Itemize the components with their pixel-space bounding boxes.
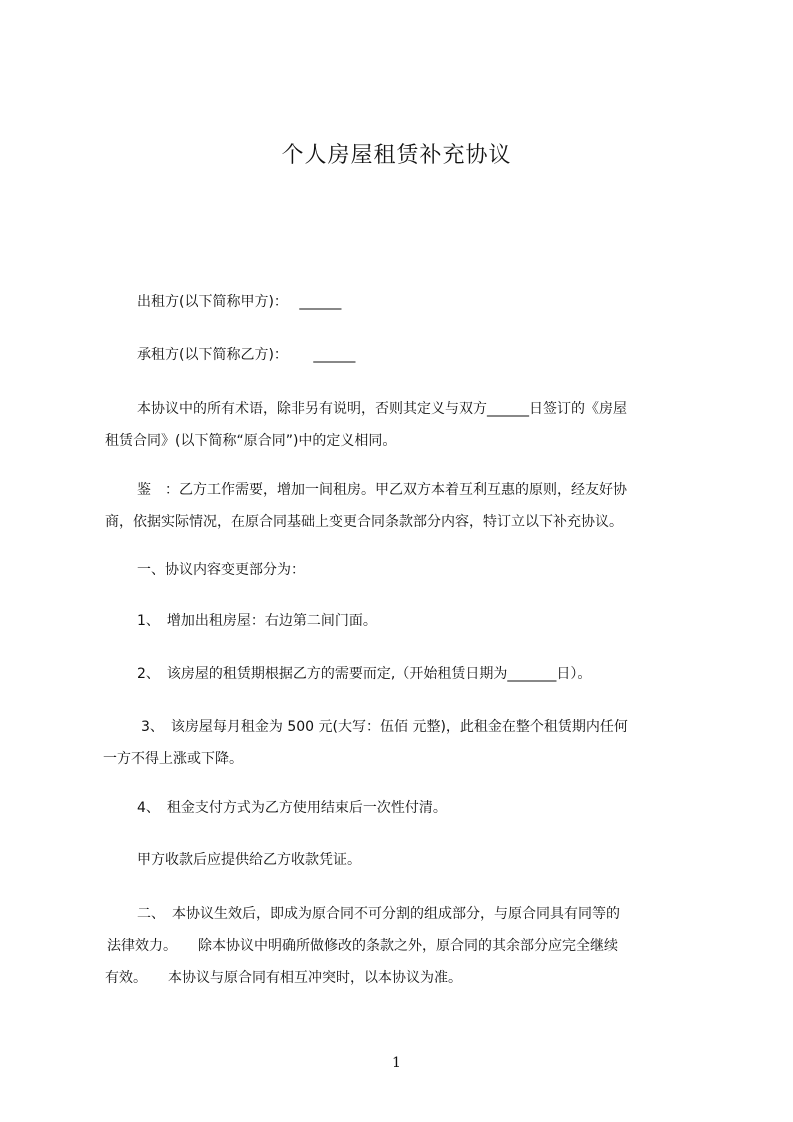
clause-item-3-line-1: 3、 该房屋每月租金为 500 元(大写：伍佰 元整)，此租金在整个租赁期内任何	[141, 719, 628, 735]
section-1-heading: 一、协议内容变更部分为：	[137, 562, 305, 578]
clause-item-3	[103, 711, 741, 775]
whereas-line-1: 鉴 ：乙方工作需要，增加一间租房。甲乙双方本着互利互惠的原则，经友好协	[137, 482, 627, 498]
whereas-line-2: 商，依据实际情况，在原合同基础上变更合同条款部分内容，特订立以下补充协议。	[105, 514, 623, 530]
page-number: 1	[392, 1055, 401, 1071]
lessor-line: 出租方(以下简称甲方)： ______	[137, 294, 342, 310]
intro-line-2: 租赁合同》(以下简称“原合同”)中的定义相同。	[105, 433, 397, 449]
section-2-paragraph	[105, 898, 723, 994]
whereas-paragraph	[105, 474, 737, 538]
section-2-line-1: 二、 本协议生效后，即成为原合同不可分割的组成部分，与原合同具有同等的	[123, 906, 620, 922]
clause-item-1: 1、 增加出租房屋：右边第二间门面。	[137, 613, 377, 629]
document-title: 个人房屋租赁补充协议	[281, 143, 512, 168]
section-2-line-2: 法律效力。 除本协议中明确所做修改的条款之外，原合同的其余部分应完全继续	[107, 938, 618, 954]
intro-line-1: 本协议中的所有术语，除非另有说明，否则其定义与双方______日签订的《房屋	[123, 401, 627, 417]
clause-item-3-line-2: 一方不得上涨或下降。	[103, 751, 243, 767]
clause-item-2: 2、 该房屋的租赁期根据乙方的需要而定,（开始租赁日期为_______日）。	[137, 666, 592, 682]
section-2-line-3: 有效。 本协议与原合同有相互冲突时，以本协议为准。	[105, 970, 462, 986]
intro-paragraph	[105, 393, 723, 457]
receipt-line: 甲方收款后应提供给乙方收款凭证。	[137, 852, 361, 868]
lessee-line: 承租方(以下简称乙方)： ______	[137, 347, 356, 363]
clause-item-4: 4、 租金支付方式为乙方使用结束后一次性付清。	[137, 800, 447, 816]
